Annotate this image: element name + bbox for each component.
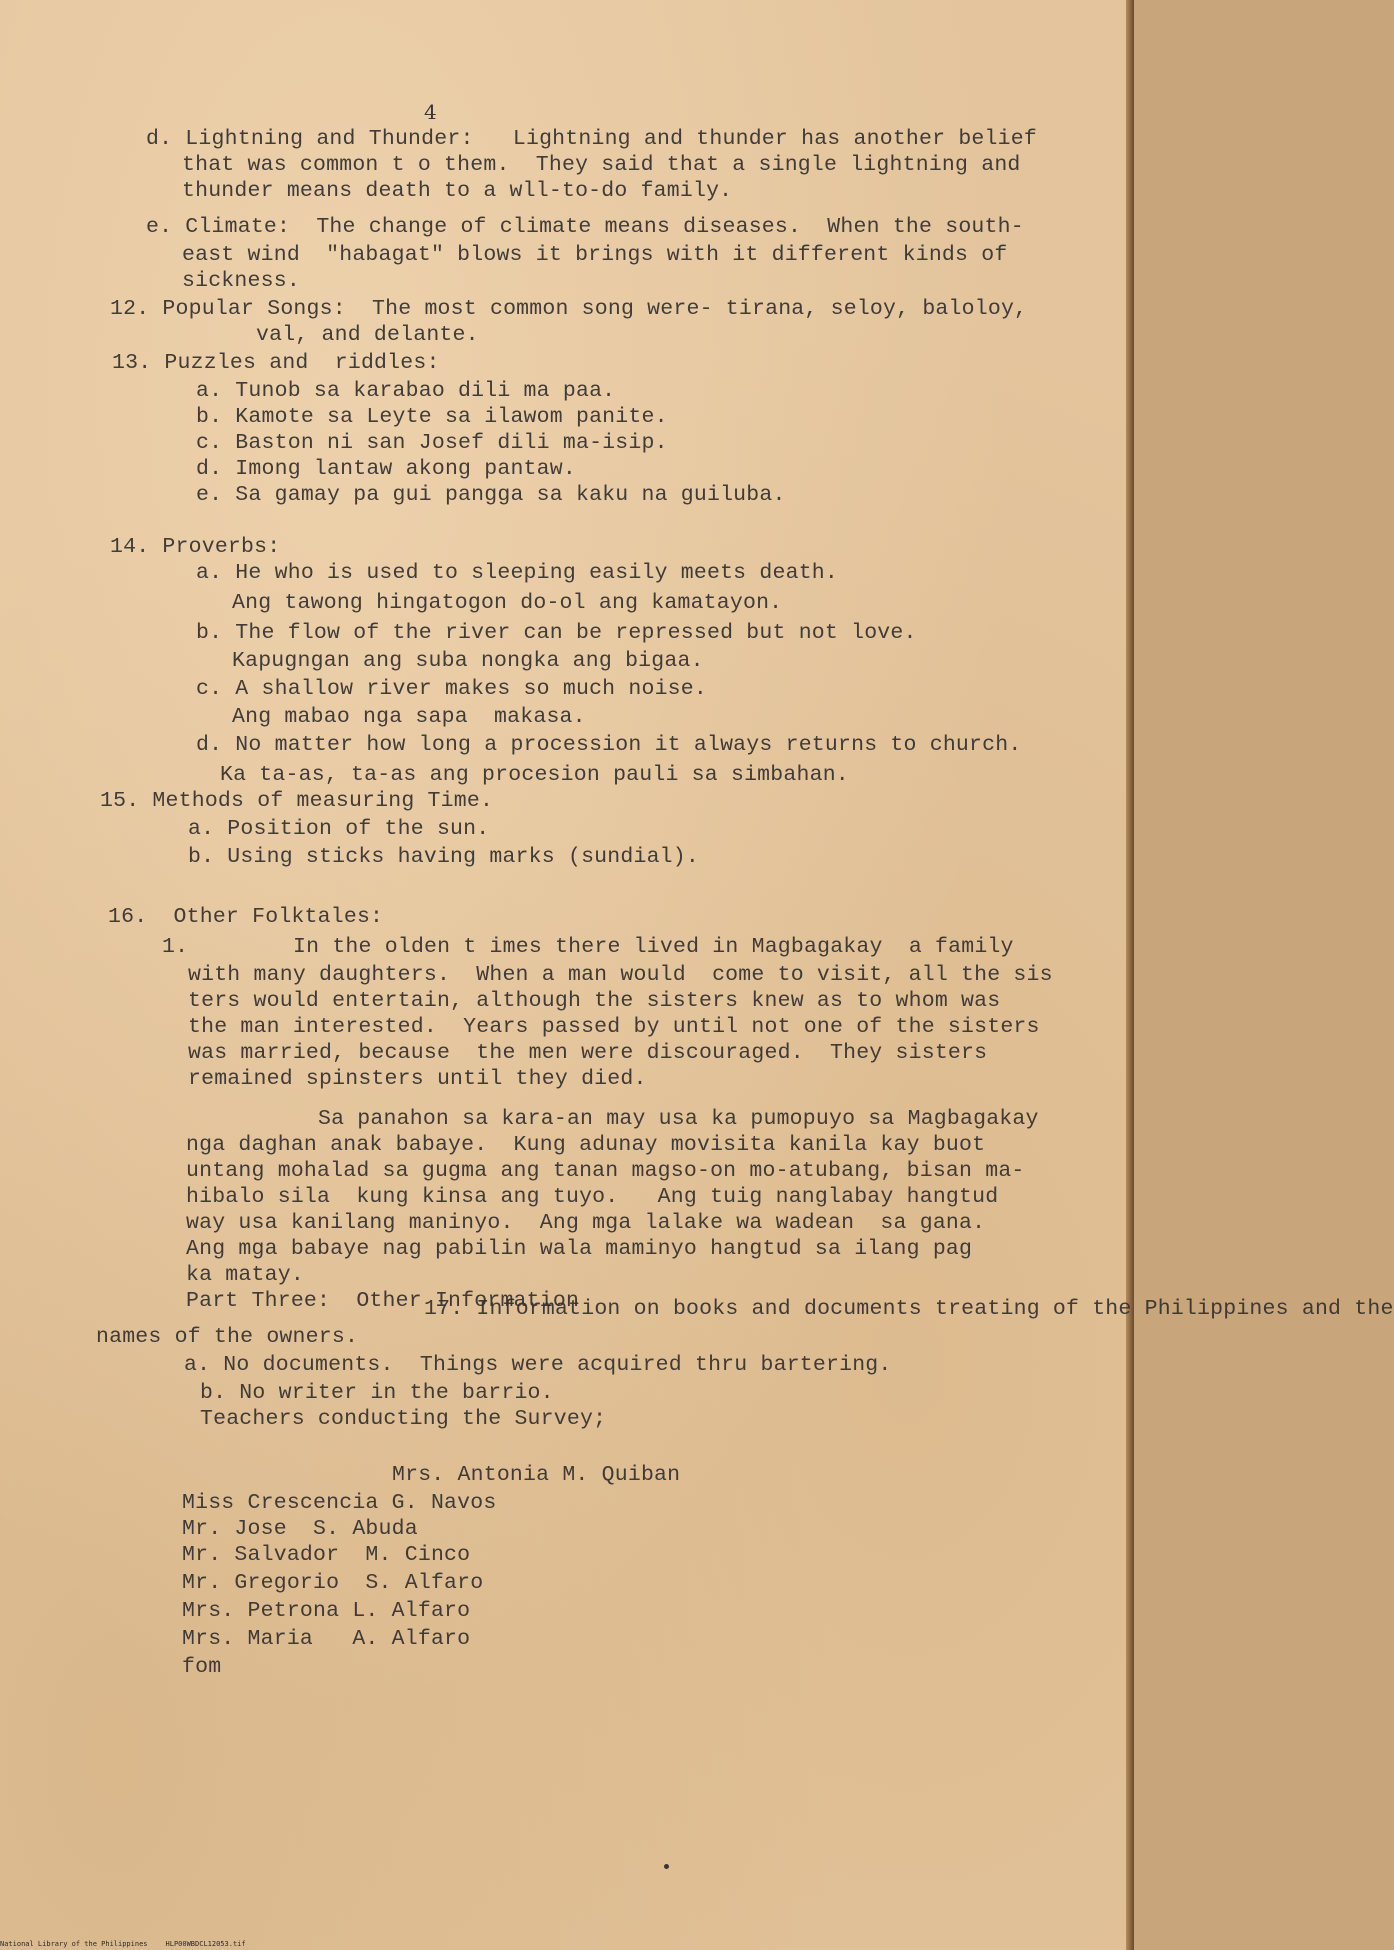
text-line: thunder means death to a wll-to-do family. [182,179,733,203]
text-line: val, and delante. [256,323,479,347]
teachers-heading: Mrs. Antonia M. Quiban [392,1463,681,1487]
text-line: remained spinsters until they died. [188,1067,647,1091]
text-line: Ka ta-as, ta-as ang procesion pauli sa simbahan. [220,763,849,787]
list-item: a. Position of the sun. [188,817,490,841]
text-line: Ang tawong hingatogon do-ol ang kamatayon. [232,591,783,615]
teacher-name: Mr. Jose S. Abuda [182,1517,418,1541]
teacher-name: Mrs. Maria A. Alfaro [182,1627,471,1651]
list-item: d. No matter how long a procession it always returns to church. [196,733,1022,757]
text-line: Ang mga babaye nag pabilin wala maminyo hangtud sa ilang pag [186,1237,973,1261]
list-item: b. Using sticks having marks (sundial). [188,845,699,869]
text-line: that was common t o them. They said that a single lightning and [182,153,1021,177]
teacher-name: fom [182,1655,222,1679]
list-item: c. A shallow river makes so much noise. [196,677,707,701]
text-line: Sa panahon sa kara-an may usa ka pumopuyo sa Magbagakay [318,1107,1039,1131]
text-line: was married, because the men were discouraged. They sisters [188,1041,988,1065]
text-line: sickness. [182,269,300,293]
text-line: a. No documents. Things were acquired thru bartering. [184,1353,892,1377]
text-line: ters would entertain, although the sisters knew as to whom was [188,989,1001,1013]
text-line: way usa kanilang maninyo. Ang mga lalake wa wadean sa gana. [186,1211,986,1235]
section-heading: names of the owners. [96,1325,359,1349]
list-item: d. Imong lantaw akong pantaw. [196,457,576,481]
paper-speck [664,1864,669,1869]
teacher-name: Miss Crescencia G. Navos [182,1491,497,1515]
text-line: nga daghan anak babaye. Kung adunay movisita kanila kay buot [186,1133,986,1157]
page-number: 4 [424,100,437,124]
list-item: a. He who is used to sleeping easily meets death. [196,561,839,585]
teacher-name: Mr. Salvador M. Cinco [182,1543,471,1567]
list-item: b. No writer in the barrio. [200,1381,554,1405]
text-line: ka matay. [186,1263,304,1287]
section-heading: 15. Methods of measuring Time. [100,789,494,813]
text-line: east wind "habagat" blows it brings with it different kinds of [182,243,1008,267]
teacher-name: Mrs. Petrona L. Alfaro [182,1599,471,1623]
list-item: a. Tunob sa karabao dili ma paa. [196,379,616,403]
scan-footer [0,1940,246,1949]
section-heading: 12. Popular Songs: The most common song were- tirana, seloy, baloloy, [110,297,1028,321]
library-credit: National Library of the Philippines [0,1940,148,1948]
text-line: Kapugngan ang suba nongka ang bigaa. [232,649,704,673]
text-line: d. Lightning and Thunder: Lightning and thunder has another belief [146,127,1037,151]
list-item: b. Kamote sa Leyte sa ilawom panite. [196,405,668,429]
page-edge-shadow [1126,0,1134,1950]
text-line: hibalo sila kung kinsa ang tuyo. Ang tuig nanglabay hangtud [186,1185,999,1209]
list-item: e. Sa gamay pa gui pangga sa kaku na guiluba. [196,483,786,507]
text-line: with many daughters. When a man would come to visit, all the sis [188,963,1053,987]
text-line: e. Climate: The change of climate means diseases. When the south- [146,215,1024,239]
teacher-name: Mr. Gregorio S. Alfaro [182,1571,484,1595]
file-code: HLP00WBDCL12053.tif [165,1940,246,1948]
list-item: b. The flow of the river can be repressed but not love. [196,621,917,645]
text-line: Ang mabao nga sapa makasa. [232,705,586,729]
list-item: c. Baston ni san Josef dili ma-isip. [196,431,668,455]
section-heading: 13. Puzzles and riddles: [112,351,440,375]
text-line: untang mohalad sa gugma ang tanan magso-on mo-atubang, bisan ma- [186,1159,1025,1183]
section-heading: 16. Other Folktales: [108,905,384,929]
part-heading: 17. Information on books and documents treating of the Philippines and the [424,1297,1394,1321]
list-item: Teachers conducting the Survey; [200,1407,607,1431]
text-line: Part Three: Other Information [186,1289,580,1313]
section-heading: 14. Proverbs: [110,535,281,559]
text-line: the man interested. Years passed by until not one of the sisters [188,1015,1040,1039]
text-line: 1. In the olden t imes there lived in Magbagakay a family [162,935,1014,959]
